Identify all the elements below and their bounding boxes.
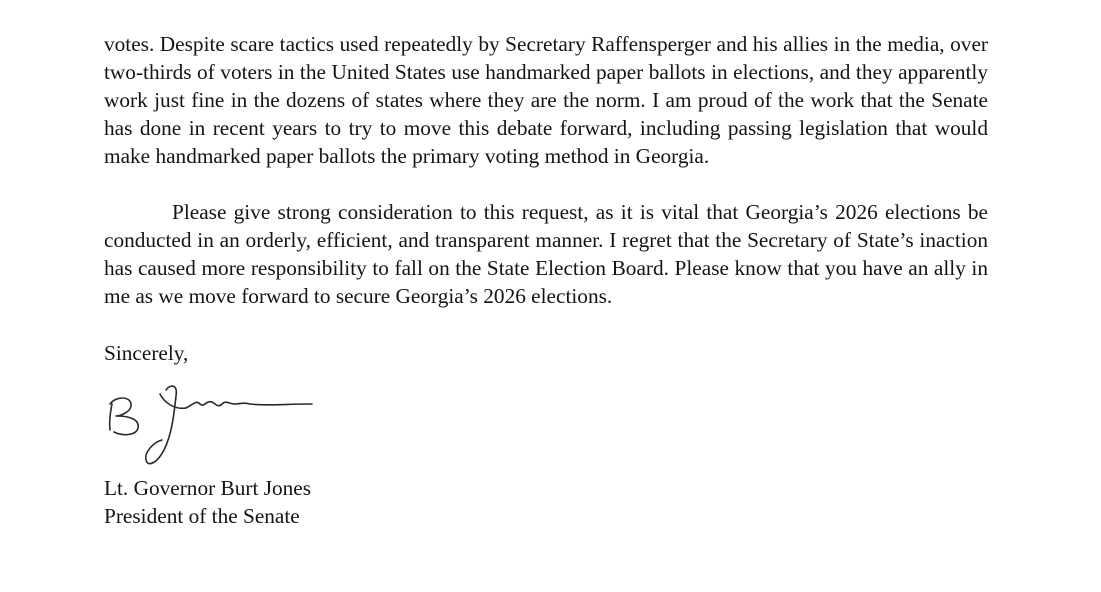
signer-title: President of the Senate — [104, 504, 300, 528]
handwritten-signature — [104, 374, 324, 470]
letter-closing: Sincerely, — [104, 341, 189, 365]
letter-paragraph-1: votes. Despite scare tactics used repeatedly by Secretary Raffensperger and his allies in the media, over two-thirds of voters in the United States use handmarked paper ballots in elections, and they apparently work just fine in the dozens of states where they are the norm. I am proud of the work that the Senate has done in recent years to try to move this debate forward, including passing legislation that would make handmarked paper ballots the primary voting method in Georgia. — [104, 32, 988, 168]
letter-paragraph-2: Please give strong consideration to this request, as it is vital that Georgia’s 2026 elections be conducted in an orderly, efficient, and transparent manner. I regret that the Secretary of State’s inaction has caused more responsibility to fall on the State Election Board. Please know that you have an ally in me as we move forward to secure Georgia’s 2026 elections. — [104, 200, 988, 308]
signer-name: Lt. Governor Burt Jones — [104, 476, 312, 500]
